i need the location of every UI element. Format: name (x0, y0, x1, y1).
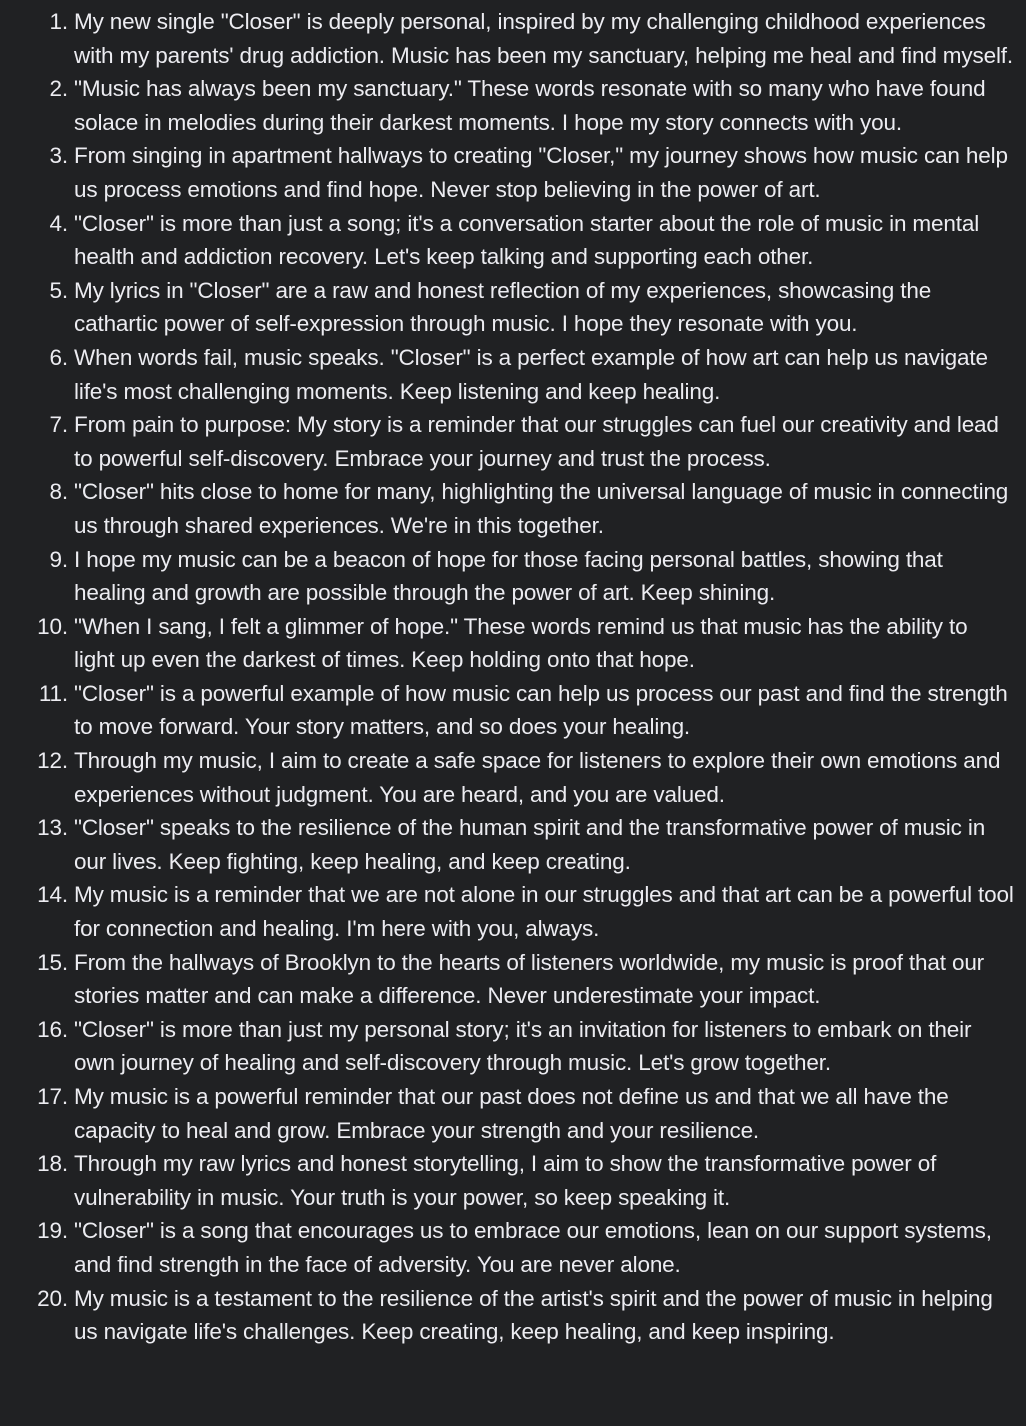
list-item-text: My music is a reminder that we are not alone in our struggles and that art can be a powerful tool for connection and healing. I'm here with you, always. (74, 882, 1014, 942)
list-item-number: 17. (37, 1084, 68, 1109)
list-item-text: "Closer" hits close to home for many, highlighting the universal language of music in connecting us through shared experiences. We're in this together. (74, 479, 1009, 538)
list-item (0, 744, 1014, 811)
numbered-list (0, 5, 1014, 1349)
list-item-text: "Closer" is more than just a song; it's a conversation starter about the role of music in mental health and addiction recovery. Let's keep talking and supporting each other. (74, 210, 980, 270)
list-item-number: 5. (49, 277, 68, 303)
list-item (0, 677, 1014, 744)
list-item-number: 10. (37, 613, 68, 639)
list-item-text: From singing in apartment hallways to creating "Closer," my journey shows how music can help us process emotions and find hope. Never stop believing in the power of art. (74, 143, 1008, 202)
list-item-text: From pain to purpose: My story is a reminder that our struggles can fuel our creativity and lead to powerful self-discovery. Embrace your journey and trust the process. (74, 412, 999, 471)
list-item (0, 1013, 1014, 1080)
list-item (0, 5, 1014, 72)
list-item-number: 8. (49, 479, 68, 505)
list-item-number: 16. (37, 1016, 68, 1042)
list-item-text: Through my raw lyrics and honest storytelling, I aim to show the transformative power of vulnerability in music. Your truth is your power, so keep speaking it. (74, 1151, 937, 1210)
list-item (0, 610, 1014, 677)
list-item (0, 811, 1014, 878)
list-item-text: My music is a powerful reminder that our past does not define us and that we all have the capacity to heal and grow. Embrace your strength and your resilience. (74, 1084, 949, 1143)
list-item-text: "When I sang, I felt a glimmer of hope." These words remind us that music has the ability to light up even the darkest of times. Keep holding onto that hope. (74, 613, 968, 673)
list-item (0, 1147, 1014, 1214)
list-item-text: "Closer" is a powerful example of how music can help us process our past and find the strength to move forward. Your story matters, and so does your healing. (74, 680, 1008, 740)
list-item-number: 2. (49, 76, 68, 102)
list-item-text: My music is a testament to the resilience of the artist's spirit and the power of music in helping us navigate life's challenges. Keep creating, keep healing, and keep inspiring. (74, 1285, 993, 1345)
list-item-text: From the hallways of Brooklyn to the hearts of listeners worldwide, my music is proof that our stories matter and can make a difference. Never underestimate your impact. (74, 949, 985, 1009)
list-item (0, 72, 1014, 139)
list-item-number: 20. (37, 1285, 68, 1311)
list-item (0, 946, 1014, 1013)
list-item (0, 1080, 1014, 1147)
list-item-text: "Closer" is a song that encourages us to embrace our emotions, lean on our support systems, and find strength in the face of adversity. You are never alone. (74, 1218, 992, 1277)
list-item-text: When words fail, music speaks. "Closer" is a perfect example of how art can help us navigate life's most challenging moments. Keep listening and keep healing. (74, 344, 988, 404)
list-item-number: 15. (37, 949, 68, 975)
list-item-number: 6. (49, 344, 68, 370)
list-item (0, 1282, 1014, 1349)
list-item (0, 878, 1014, 945)
list-item-text: "Closer" speaks to the resilience of the human spirit and the transformative power of music in our lives. Keep fighting, keep healing, and keep creating. (74, 815, 986, 874)
list-item-text: I hope my music can be a beacon of hope for those facing personal battles, showing that healing and growth are possible through the power of art. Keep shining. (74, 546, 943, 606)
list-item-text: "Closer" is more than just my personal story; it's an invitation for listeners to embark on their own journey of healing and self-discovery through music. Let's grow together. (74, 1016, 972, 1076)
list-item-number: 9. (49, 546, 68, 572)
list-item-number: 1. (49, 9, 68, 34)
list-item-number: 11. (38, 680, 68, 706)
list-item-number: 3. (49, 143, 68, 169)
list-item (0, 341, 1014, 408)
list-item-text: Through my music, I aim to create a safe space for listeners to explore their own emotions and experiences without judgment. You are heard, and you are valued. (74, 748, 1001, 807)
list-item (0, 274, 1014, 341)
list-item-number: 18. (37, 1151, 68, 1177)
list-item-number: 4. (49, 210, 68, 236)
list-item (0, 139, 1014, 206)
list-item-text: My lyrics in "Closer" are a raw and honest reflection of my experiences, showcasing the cathartic power of self-expression through music. I hope they resonate with you. (74, 277, 932, 337)
list-item-number: 12. (37, 748, 68, 774)
list-item (0, 475, 1014, 542)
list-item-number: 7. (49, 412, 68, 438)
list-item-text: My new single "Closer" is deeply personal, inspired by my challenging childhood experiences with my parents' drug addiction. Music has been my sanctuary, helping me heal and find myself. (74, 9, 1014, 68)
list-item-number: 13. (37, 815, 68, 841)
list-item (0, 543, 1014, 610)
list-item (0, 408, 1014, 475)
list-item (0, 207, 1014, 274)
list-item (0, 1214, 1014, 1281)
list-item-number: 14. (37, 882, 68, 908)
list-item-number: 19. (37, 1218, 68, 1244)
list-item-text: "Music has always been my sanctuary." These words resonate with so many who have found solace in melodies during their darkest moments. I hope my story connects with you. (74, 76, 986, 135)
